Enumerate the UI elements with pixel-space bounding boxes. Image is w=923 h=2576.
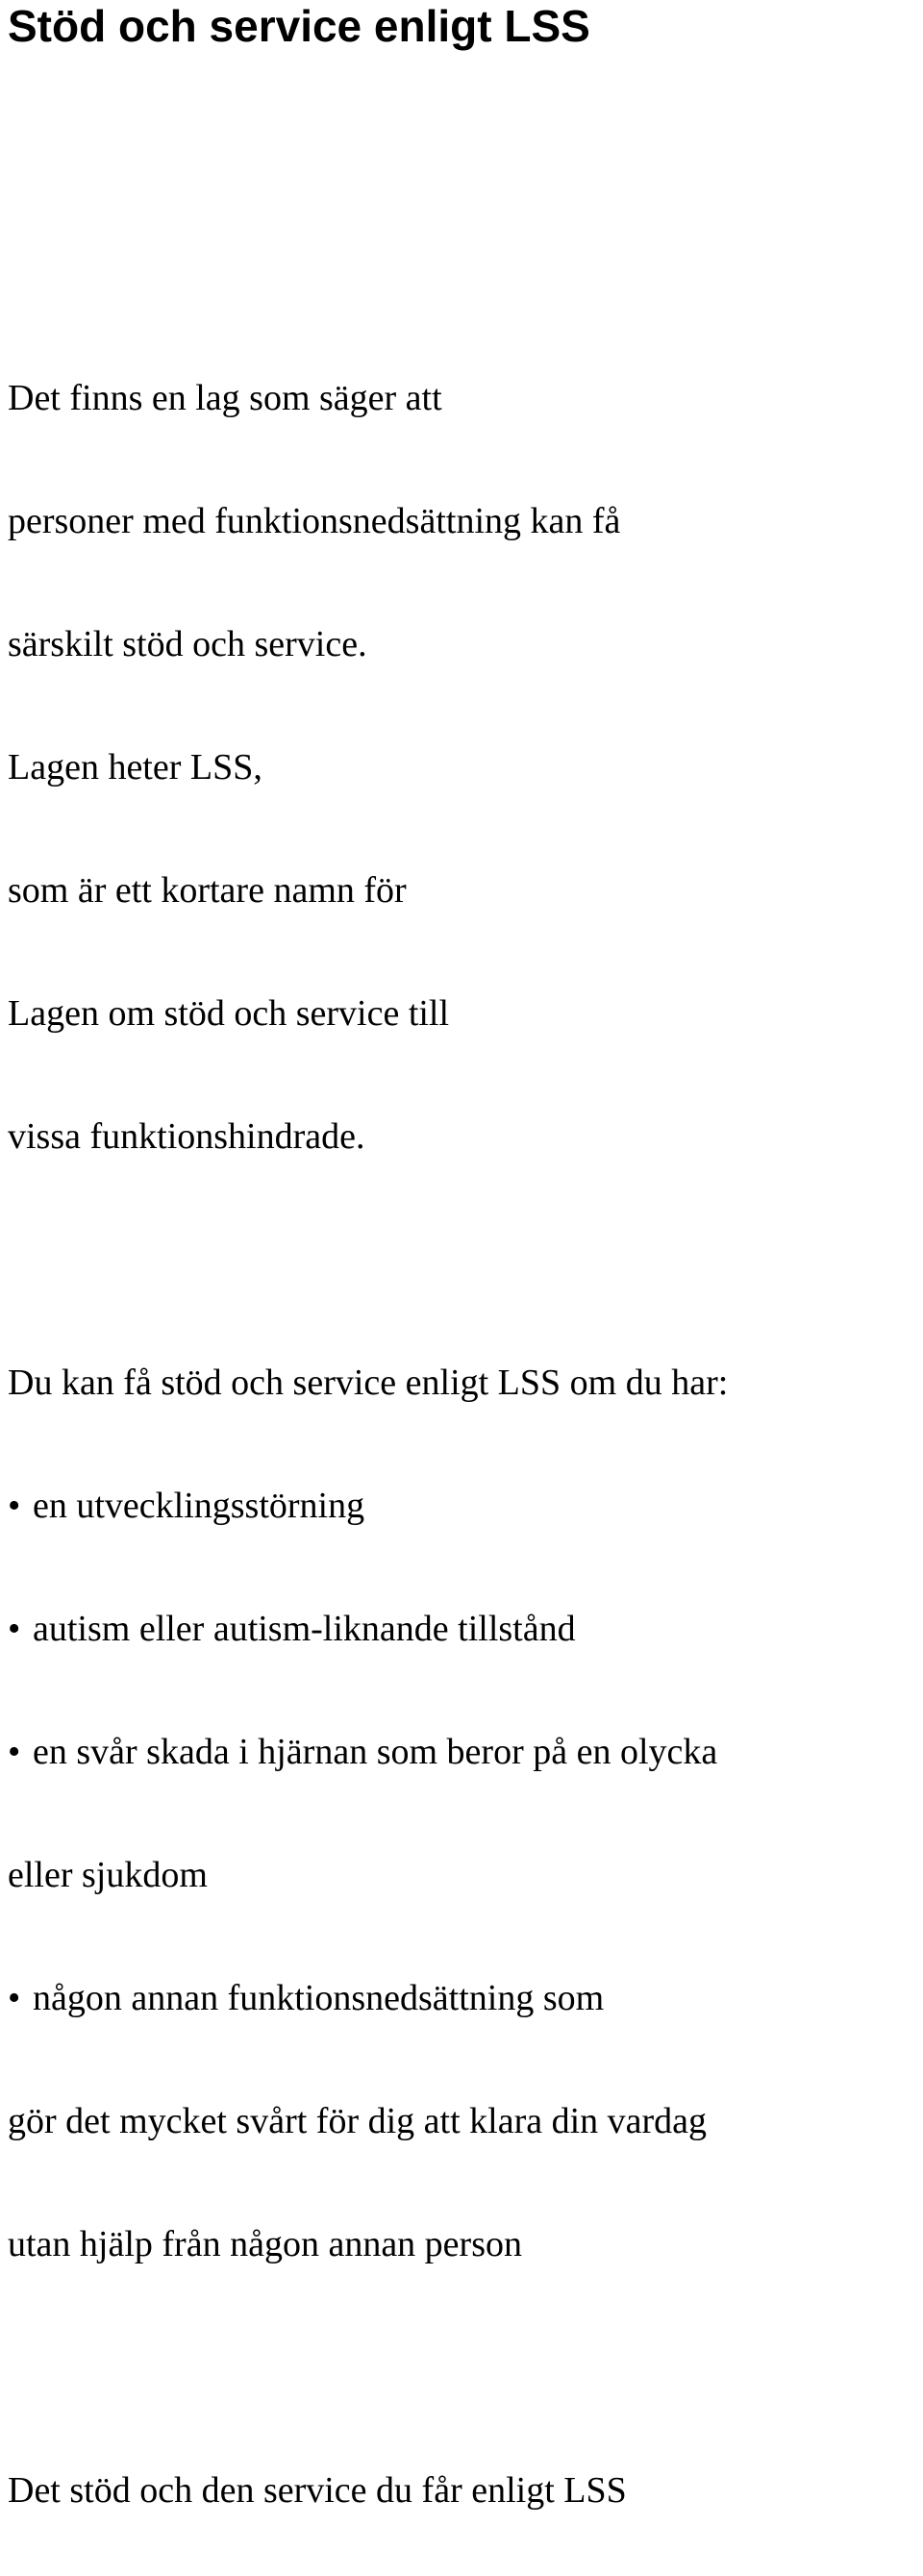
- bullet-icon: •: [8, 1978, 21, 2018]
- intro-line-6: Lagen om stöd och service till: [8, 993, 450, 1034]
- bullet-icon: •: [8, 1486, 21, 1526]
- bullet-icon: •: [8, 1609, 21, 1649]
- bullet-icon: •: [8, 1732, 21, 1772]
- eligibility-lead: Du kan få stöd och service enligt LSS om du har:: [8, 1363, 729, 1403]
- intro-line-2: personer med funktionsnedsättning kan få: [8, 501, 621, 541]
- list-item: [8, 1977, 604, 2019]
- list-item-continuation: utan hjälp från någon annan person: [8, 2224, 522, 2264]
- intro-line-1: Det finns en lag som säger att: [8, 378, 442, 418]
- list-item-text: autism eller autism-liknande tillstånd: [33, 1609, 576, 1649]
- list-item-continuation: eller sjukdom: [8, 1855, 208, 1895]
- list-item-text: en svår skada i hjärnan som beror på en olycka: [33, 1732, 718, 1772]
- list-item: [8, 1608, 576, 1650]
- intro-line-3: särskilt stöd och service.: [8, 624, 367, 664]
- intro-line-7: vissa funktionshindrade.: [8, 1116, 365, 1157]
- list-item: [8, 1731, 717, 1773]
- list-item-text: någon annan funktionsnedsättning som: [33, 1978, 605, 2018]
- list-item: [8, 1485, 364, 1527]
- intro-line-5: som är ett kortare namn för: [8, 870, 407, 911]
- intro-line-4: Lagen heter LSS,: [8, 747, 262, 788]
- list-item-continuation: gör det mycket svårt för dig att klara din vardag: [8, 2101, 708, 2141]
- page-title: Stöd och service enligt LSS: [8, 1, 590, 51]
- list-item-text: en utvecklingsstörning: [33, 1486, 365, 1526]
- closing-line: Det stöd och den service du får enligt LSS: [8, 2470, 627, 2511]
